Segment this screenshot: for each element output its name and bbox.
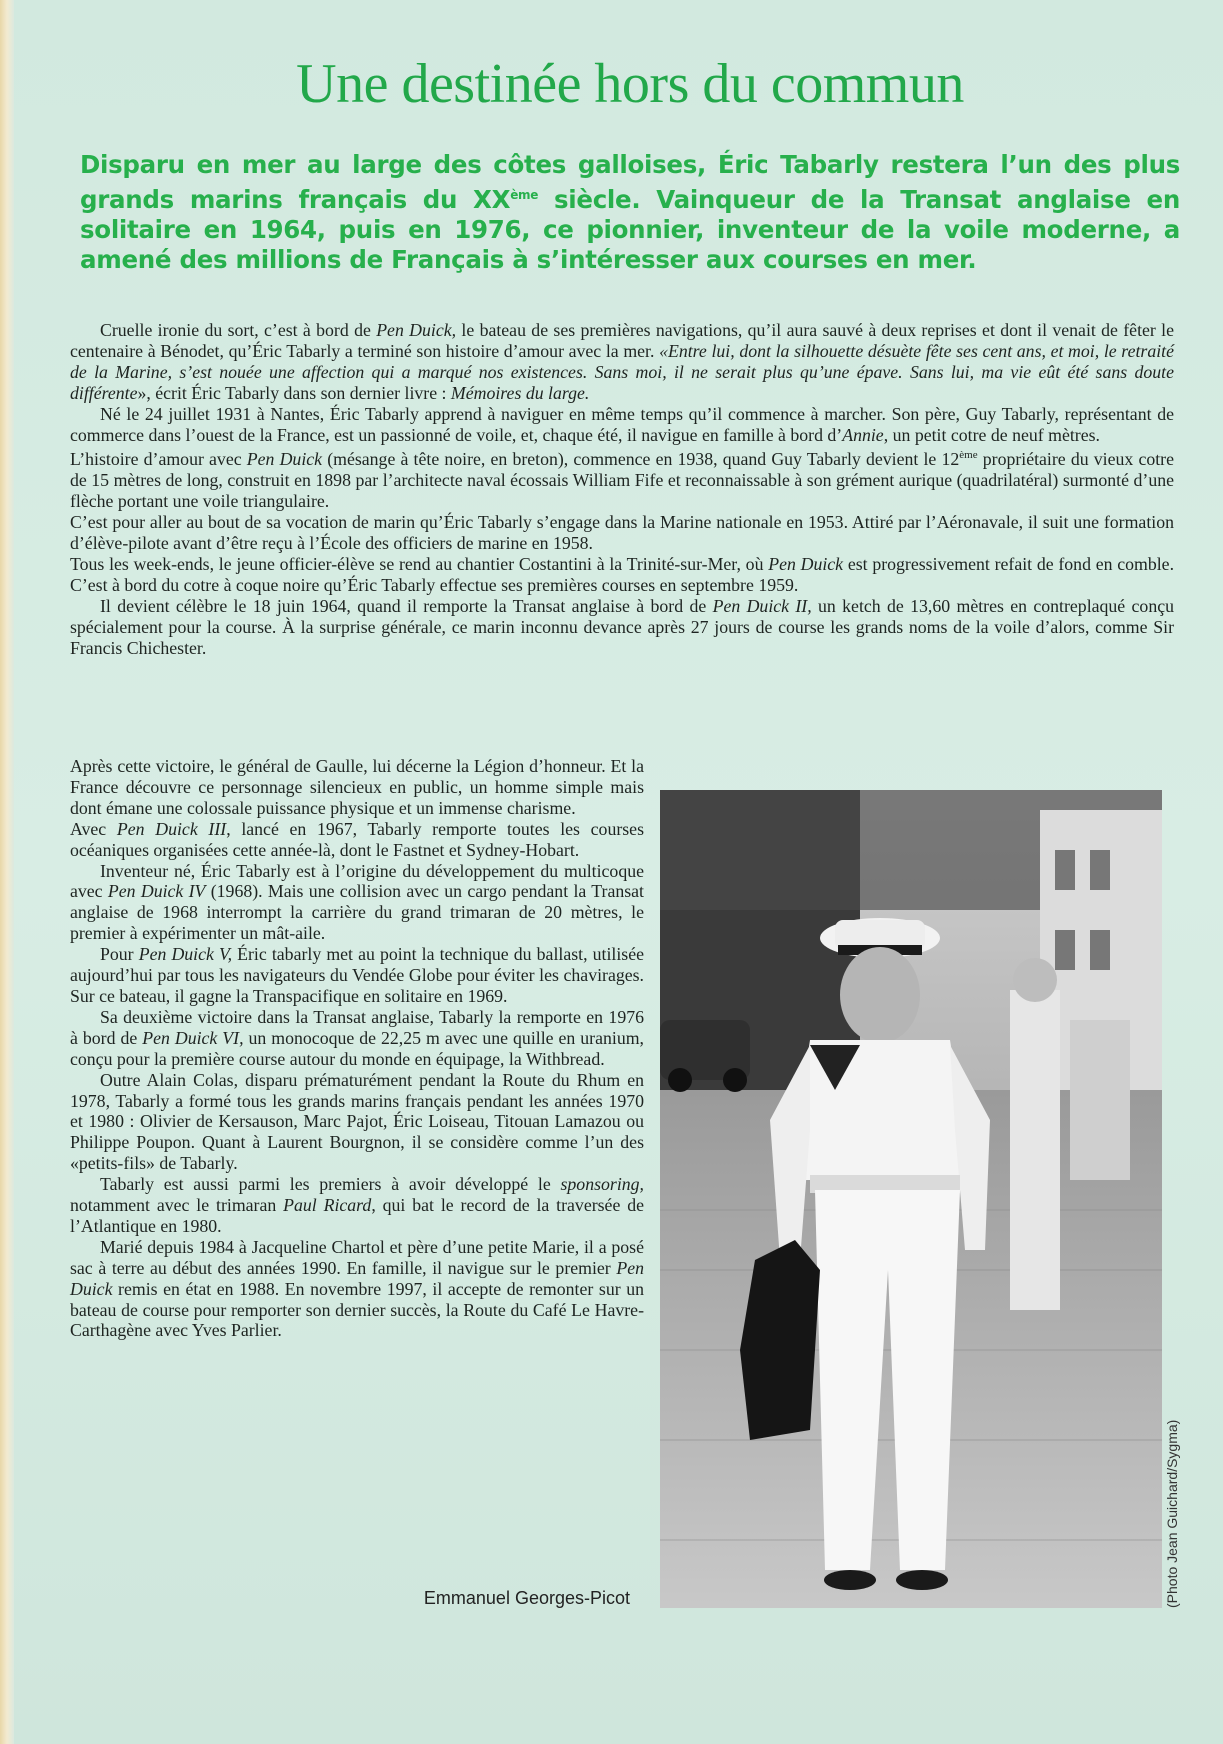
paragraph-transat-1964: Il devient célèbre le 18 juin 1964, quand il remporte la Transat anglaise à bord de Pen Duick II, un ketch de 13,60 mètres en contreplaqué conçu spécialement pour la course. À la surprise générale, ce marin inconnu devance après 27 jours de course les grands noms de la voile d’alors, comme Sir Francis Chichester.: [70, 595, 1174, 658]
paragraph-family: Marié depuis 1984 à Jacqueline Chartol et père d’une petite Marie, il a posé sac à terre au début des années 1990. En famille, il navigue sur le premier Pen Duick remis en état en 1988. En novembre 1997, il accepte de remonter sur un bateau de course pour remporter son dernier succès, la Route du Café Le Havre-Carthagène avec Yves Parlier.: [70, 1236, 644, 1341]
article-body-top: [70, 320, 1174, 658]
paragraph-legacy: Outre Alain Colas, disparu prématurément pendant la Route du Rhum en 1978, Tabarly a formé tous les grands marins français pendant les années 1970 et 1980 : Olivier de Kersauson, Marc Pajot, Éric Loiseau, Titouan Lamazou ou Philippe Poupon. Quant à Laurent Bourgnon, il se considère comme l’un des «petits-fils» de Tabarly.: [70, 1069, 644, 1174]
paragraph-navy: C’est pour aller au bout de sa vocation de marin qu’Éric Tabarly s’engage dans la Marine nationale en 1953. Attiré par l’Aéronavale, il suit une formation d’élève-pilote avant d’être reçu à l’École des officiers de marine en 1958.: [70, 512, 1174, 553]
paragraph-sponsoring: Tabarly est aussi parmi les premiers à avoir développé le sponsoring, notamment avec le trimaran Paul Ricard, qui bat le record de la traversée de l’Atlantique en 1980.: [70, 1174, 644, 1236]
paragraph-pen-duick: L’histoire d’amour avec Pen Duick (mésange à tête noire, en breton), commence en 1938, quand Guy Tabarly devient le 12ème propriétaire du vieux cotre de 15 mètres de long, construit en 1898 par l’architecte naval écossais William Fife et reconnaissable à son grément aurique (quadrilatéral) surmonté d’une flèche portant une voile triangulaire.: [70, 449, 1174, 512]
paragraph-childhood: Né le 24 juillet 1931 à Nantes, Éric Tabarly apprend à naviguer en même temps qu’il commence à marcher. Son père, Guy Tabarly, représentant de commerce dans l’ouest de la France, est un passionné de voile, et, chaque été, il navigue en famille à bord d’Annie, un petit cotre de neuf mètres.: [70, 403, 1174, 445]
article-title: Une destinée hors du commun: [296, 53, 964, 115]
article-author: Emmanuel Georges-Picot: [423, 1588, 630, 1608]
photo-illustration: [660, 790, 1162, 1608]
paragraph-pen-duick-v: Pour Pen Duick V, Éric tabarly met au point la technique du ballast, utilisée aujourd’hui par tous les navigateurs du Vendée Globe pour éviter les chavirages. Sur ce bateau, il gagne la Transpacifique en solitaire en 1969.: [70, 944, 644, 1006]
paragraph-legion: Après cette victoire, le général de Gaulle, lui décerne la Légion d’honneur. Et la France découvre ce personnage silencieux en public, un homme simple mais dont émane une colossale puissance physique et un immense charisme.: [70, 756, 644, 818]
paragraph-intro: Cruelle ironie du sort, c’est à bord de Pen Duick, le bateau de ses premières navigations, qu’il aura sauvé à deux reprises et dont il venait de fêter le centenaire à Bénodet, qu’Éric Tabarly a terminé son histoire d’amour avec la mer. «Entre lui, dont la silhouette désuète fête ses cent ans, et moi, le retraité de la Marine, s’est nouée une affection qui a marqué nos existences. Sans moi, il ne serait plus qu’une épave. Sans lui, ma vie eût été sans doute différente», écrit Éric Tabarly dans son dernier livre : Mémoires du large.: [70, 320, 1174, 403]
portrait-photo: [660, 790, 1162, 1608]
paragraph-weekends: Tous les week-ends, le jeune officier-élève se rend au chantier Costantini à la Trinité-sur-Mer, où Pen Duick est progressivement refait de fond en comble. C’est à bord du cotre à coque noire qu’Éric Tabarly effectue ses premières courses en septembre 1959.: [70, 553, 1175, 595]
article-lead: Disparu en mer au large des côtes galloises, Éric Tabarly restera l’un des plus grands marins français du XXème siècle. Vainqueur de la Transat anglaise en solitaire en 1964, puis en 1976, ce pionnier, inventeur de la voile moderne, a amené des millions de Français à s’intéresser aux courses en mer.: [80, 150, 1180, 275]
paragraph-pen-duick-iii: Avec Pen Duick III, lancé en 1967, Tabarly remporte toutes les courses océaniques organisées cette année-là, dont le Fastnet et Sydney-Hobart.: [70, 818, 644, 860]
article-body-column: [70, 756, 644, 1341]
paragraph-multihull: Inventeur né, Éric Tabarly est à l’origine du développement du multicoque avec Pen Duick IV (1968). Mais une collision avec un cargo pendant la Transat anglaise de 1968 interrompt la carrière du grand trimaran de 20 mètres, le premier à expérimenter un mât-aile.: [70, 860, 644, 944]
paragraph-transat-1976: Sa deuxième victoire dans la Transat anglaise, Tabarly la remporte en 1976 à bord de Pen Duick VI, un monocoque de 22,25 m avec une quille en uranium, conçu pour la première course autour du monde en équipage, la Withbread.: [70, 1006, 644, 1069]
page-binding-edge: [0, 0, 14, 1744]
photo-credit: (Photo Jean Guichard/Sygma): [1164, 1419, 1180, 1608]
